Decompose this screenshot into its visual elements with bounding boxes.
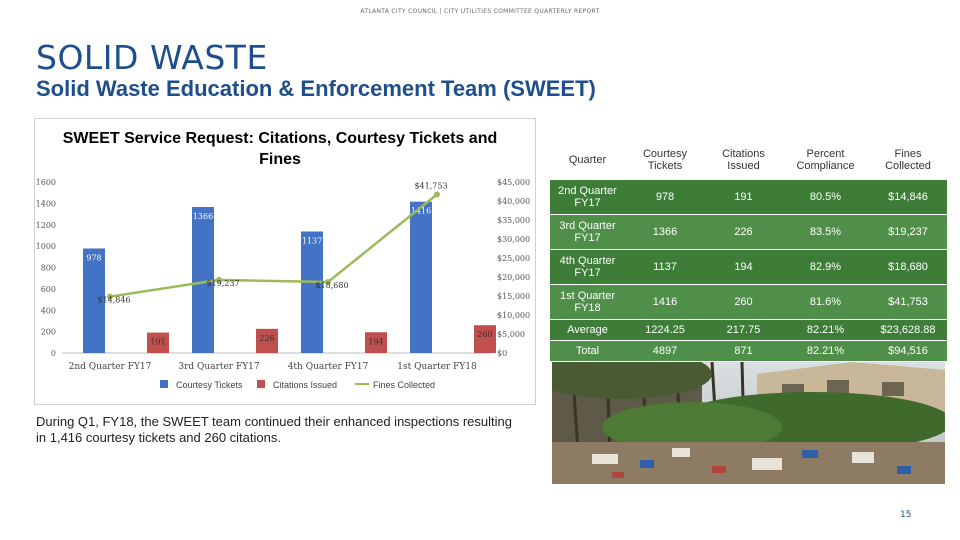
x-axis-tick-label: 3rd Quarter FY17 xyxy=(178,362,260,372)
citations-issued-data-label: 191 xyxy=(150,337,166,347)
table-cell: 83.5% xyxy=(782,215,869,250)
header-note: ATLANTA CITY COUNCIL | CITY UTILITIES COMMITTEE QUARTERLY REPORT xyxy=(360,8,600,15)
right-axis-tick-label: $45,000 xyxy=(497,178,531,187)
table-cell: 871 xyxy=(705,341,782,362)
table-cell: 978 xyxy=(625,180,705,215)
courtesy-tickets-bar xyxy=(410,202,432,353)
table-cell: $14,846 xyxy=(869,180,947,215)
table-cell: 1st Quarter FY18 xyxy=(550,285,625,320)
table-cell: 1224.25 xyxy=(625,320,705,341)
table-header-cell: Courtesy Tickets xyxy=(625,140,705,180)
page-title: SOLID WASTE xyxy=(36,38,268,77)
table-cell: 1366 xyxy=(625,215,705,250)
fines-collected-data-label: $19,237 xyxy=(206,278,240,288)
right-axis-tick-label: $0 xyxy=(497,349,508,358)
left-axis-tick-label: 1200 xyxy=(35,220,56,230)
table-cell: $94,516 xyxy=(869,341,947,362)
citations-issued-data-label: 260 xyxy=(477,330,493,340)
fines-collected-data-label: $18,680 xyxy=(315,281,349,291)
table-row xyxy=(550,250,947,285)
table-cell: 4897 xyxy=(625,341,705,362)
table-header-row xyxy=(550,140,947,180)
left-axis-tick-label: 200 xyxy=(40,327,56,337)
right-axis-tick-label: $5,000 xyxy=(497,330,525,339)
table-cell: $41,753 xyxy=(869,285,947,320)
page-number: 15 xyxy=(900,510,912,520)
legend-label: Fines Collected xyxy=(373,380,436,390)
table-cell: $23,628.88 xyxy=(869,320,947,341)
table-header-cell: Percent Compliance xyxy=(782,140,869,180)
table-cell: 82.21% xyxy=(782,320,869,341)
courtesy-tickets-data-label: 1416 xyxy=(410,206,432,216)
table-cell: 1137 xyxy=(625,250,705,285)
table-cell: $18,680 xyxy=(869,250,947,285)
table-row xyxy=(550,180,947,215)
table-cell: 2nd Quarter FY17 xyxy=(550,180,625,215)
x-axis-tick-label: 1st Quarter FY18 xyxy=(397,362,477,372)
table-cell: 3rd Quarter FY17 xyxy=(550,215,625,250)
table-cell: 81.6% xyxy=(782,285,869,320)
left-axis-tick-label: 400 xyxy=(40,306,56,316)
legend-label: Courtesy Tickets xyxy=(176,380,243,390)
legend-bar-swatch xyxy=(257,380,265,388)
table-cell: 217.75 xyxy=(705,320,782,341)
citations-issued-data-label: 194 xyxy=(368,337,384,347)
courtesy-tickets-data-label: 1137 xyxy=(301,236,323,246)
table-cell: 194 xyxy=(705,250,782,285)
courtesy-tickets-bar xyxy=(301,231,323,353)
citations-issued-data-label: 226 xyxy=(259,333,275,343)
left-axis-tick-label: 1400 xyxy=(35,199,56,209)
table-cell: $19,237 xyxy=(869,215,947,250)
right-axis-tick-label: $35,000 xyxy=(497,216,531,225)
courtesy-tickets-data-label: 1366 xyxy=(192,212,214,222)
table-cell: 260 xyxy=(705,285,782,320)
table-cell: 82.9% xyxy=(782,250,869,285)
courtesy-tickets-data-label: 978 xyxy=(86,253,102,263)
right-axis-tick-label: $40,000 xyxy=(497,197,531,206)
right-axis-tick-label: $15,000 xyxy=(497,292,531,301)
table-cell: 191 xyxy=(705,180,782,215)
legend-label: Citations Issued xyxy=(273,380,338,390)
right-axis-tick-label: $30,000 xyxy=(497,235,531,244)
page-subtitle: Solid Waste Education & Enforcement Team (SWEET) xyxy=(36,76,596,101)
table-cell: Average xyxy=(550,320,625,341)
left-axis-tick-label: 1000 xyxy=(35,242,56,252)
table-row xyxy=(550,341,947,362)
right-axis-tick-label: $10,000 xyxy=(497,311,531,320)
left-axis-tick-label: 600 xyxy=(40,284,56,294)
table-cell: 4th Quarter FY17 xyxy=(550,250,625,285)
right-axis-tick-label: $25,000 xyxy=(497,254,531,263)
fines-collected-data-label: $14,846 xyxy=(97,295,131,305)
fines-collected-line xyxy=(110,194,437,296)
stats-table xyxy=(550,140,947,362)
table-cell: 1416 xyxy=(625,285,705,320)
table-row xyxy=(550,215,947,250)
x-axis-tick-label: 4th Quarter FY17 xyxy=(287,362,369,372)
chart-title: SWEET Service Request: Citations, Courtesy Tickets and Fines xyxy=(62,130,498,168)
table-header-cell: Citations Issued xyxy=(705,140,782,180)
left-axis-tick-label: 800 xyxy=(40,263,56,273)
table-cell: 226 xyxy=(705,215,782,250)
table-header-cell: Fines Collected xyxy=(869,140,947,180)
table-cell: 80.5% xyxy=(782,180,869,215)
summary-text: During Q1, FY18, the SWEET team continued their enhanced inspections resulting in 1,416 courtesy tickets and 260 citations. xyxy=(36,414,512,445)
table-header-cell: Quarter xyxy=(550,140,625,180)
fines-collected-data-label: $41,753 xyxy=(414,181,448,191)
illegal-dumping-photo xyxy=(552,362,945,484)
table-row xyxy=(550,320,947,341)
table-cell: Total xyxy=(550,341,625,362)
table-row xyxy=(550,285,947,320)
table-cell: 82.21% xyxy=(782,341,869,362)
right-axis-tick-label: $20,000 xyxy=(497,273,531,282)
left-axis-tick-label: 1600 xyxy=(35,178,56,187)
fines-collected-point xyxy=(434,191,440,197)
x-axis-tick-label: 2nd Quarter FY17 xyxy=(68,362,152,372)
legend-bar-swatch xyxy=(160,380,168,388)
left-axis-tick-label: 0 xyxy=(50,349,56,358)
